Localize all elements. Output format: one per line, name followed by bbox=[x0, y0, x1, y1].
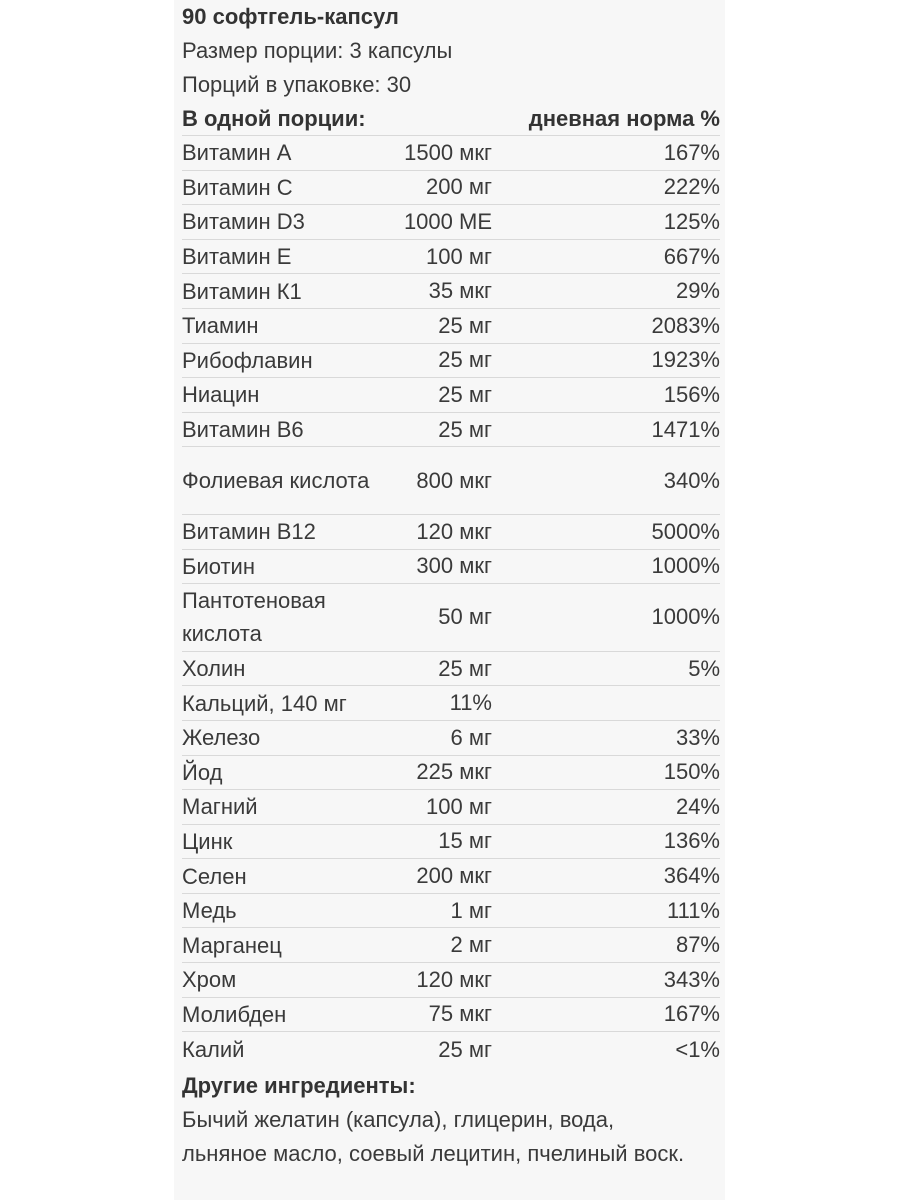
nutrient-amount: 50 мг bbox=[438, 604, 492, 630]
other-ingredients-title: Другие ингредиенты: bbox=[182, 1072, 416, 1098]
nutrient-amount: 100 мг bbox=[426, 793, 492, 819]
nutrient-name: Тиамин bbox=[182, 313, 259, 339]
table-row bbox=[182, 894, 720, 929]
nutrient-name: Ниацин bbox=[182, 382, 260, 408]
table-row bbox=[182, 963, 720, 998]
nutrient-name: Фолиевая кислота bbox=[182, 468, 370, 494]
nutrient-amount: 25 мг bbox=[438, 347, 492, 373]
table-row bbox=[182, 1032, 720, 1067]
table-row bbox=[182, 550, 720, 585]
table-row bbox=[182, 274, 720, 309]
nutrient-name: Хром bbox=[182, 967, 237, 993]
nutrient-daily-value: 136% bbox=[663, 828, 720, 854]
nutrient-name: Витамин А bbox=[182, 140, 292, 166]
nutrient-daily-value: 5% bbox=[688, 655, 720, 681]
table-row bbox=[182, 344, 720, 379]
nutrient-daily-value: 1000% bbox=[651, 604, 720, 630]
nutrient-daily-value: 364% bbox=[663, 863, 720, 889]
nutrient-name: Молибден bbox=[182, 1001, 287, 1027]
nutrient-daily-value: 2083% bbox=[651, 312, 720, 338]
table-row bbox=[182, 721, 720, 756]
nutrient-amount: 25 мг bbox=[438, 416, 492, 442]
nutrient-amount: 120 мкг bbox=[416, 518, 492, 544]
product-title: 90 софтгель-капсул bbox=[182, 4, 399, 29]
table-row bbox=[182, 928, 720, 963]
table-row bbox=[182, 859, 720, 894]
nutrient-daily-value: 667% bbox=[663, 243, 720, 269]
table-row bbox=[182, 378, 720, 413]
table-row bbox=[182, 652, 720, 687]
nutrient-daily-value: 340% bbox=[663, 467, 720, 493]
table-header bbox=[182, 102, 720, 136]
table-row bbox=[182, 171, 720, 206]
nutrient-name: Селен bbox=[182, 863, 247, 889]
table-row bbox=[182, 825, 720, 860]
nutrient-amount: 1500 мкг bbox=[404, 139, 492, 165]
nutrient-amount: 75 мкг bbox=[428, 1001, 492, 1027]
nutrient-amount: 6 мг bbox=[450, 724, 492, 750]
column-header-name: В одной порции: bbox=[182, 106, 366, 131]
nutrient-amount: 2 мг bbox=[450, 932, 492, 958]
nutrient-amount: 25 мг bbox=[438, 312, 492, 338]
table-row bbox=[182, 309, 720, 344]
nutrient-name: Магний bbox=[182, 794, 258, 820]
nutrient-name: Кальций, 140 мг bbox=[182, 690, 347, 716]
nutrient-name: Витамин Е bbox=[182, 244, 292, 270]
nutrient-daily-value: 1471% bbox=[651, 416, 720, 442]
nutrient-amount: 100 мг bbox=[426, 243, 492, 269]
nutrient-amount: 300 мкг bbox=[416, 553, 492, 579]
serving-size: Размер порции: 3 капсулы bbox=[182, 38, 453, 63]
nutrient-amount: 800 мкг bbox=[416, 467, 492, 493]
servings-per-container: Порций в упаковке: 30 bbox=[182, 72, 412, 97]
table-row bbox=[182, 136, 720, 171]
nutrient-name: Пантотеновая кислота bbox=[182, 588, 326, 647]
nutrient-name: Рибофлавин bbox=[182, 347, 313, 373]
nutrient-name: Медь bbox=[182, 898, 237, 924]
nutrient-name: Биотин bbox=[182, 553, 255, 579]
nutrient-name: Йод bbox=[182, 759, 223, 785]
nutrient-name: Витамин С bbox=[182, 174, 293, 200]
table-row bbox=[182, 756, 720, 791]
nutrient-amount: 25 мг bbox=[438, 1036, 492, 1062]
nutrient-daily-value: 1000% bbox=[651, 553, 720, 579]
nutrient-daily-value: <1% bbox=[675, 1036, 720, 1062]
nutrient-daily-value: 5000% bbox=[651, 518, 720, 544]
nutrient-daily-value: 222% bbox=[663, 174, 720, 200]
nutrient-daily-value: 111% bbox=[666, 897, 720, 923]
nutrient-name: Железо bbox=[182, 725, 261, 751]
nutrient-amount: 200 мкг bbox=[416, 863, 492, 889]
nutrient-name: Марганец bbox=[182, 932, 282, 958]
nutrient-daily-value: 29% bbox=[675, 278, 720, 304]
nutrient-daily-value: 125% bbox=[663, 208, 720, 234]
nutrient-amount: 120 мкг bbox=[416, 966, 492, 992]
other-ingredients-text: Бычий желатин (капсула), глицерин, вода, льняное масло, соевый лецитин, пчелиный воск. bbox=[182, 1106, 685, 1166]
nutrient-name: Витамин К1 bbox=[182, 278, 302, 304]
table-row bbox=[182, 998, 720, 1033]
nutrient-daily-value: 343% bbox=[663, 966, 720, 992]
nutrient-amount: 1000 МЕ bbox=[403, 208, 492, 234]
nutrient-name: Калий bbox=[182, 1037, 245, 1063]
nutrient-amount: 11% bbox=[449, 690, 492, 716]
nutrient-name: Холин bbox=[182, 656, 246, 682]
supplement-facts bbox=[182, 0, 720, 1171]
nutrient-daily-value: 1923% bbox=[651, 347, 720, 373]
nutrient-daily-value: 33% bbox=[675, 724, 720, 750]
table-row bbox=[182, 515, 720, 550]
table-row bbox=[182, 240, 720, 275]
table-row bbox=[182, 686, 720, 721]
table-row bbox=[182, 584, 720, 652]
nutrient-daily-value: 87% bbox=[675, 932, 720, 958]
nutrient-name: Витамин В6 bbox=[182, 417, 304, 443]
column-header-daily-value: дневная норма % bbox=[528, 105, 720, 131]
nutrient-amount: 1 мг bbox=[450, 897, 492, 923]
table-row bbox=[182, 790, 720, 825]
nutrient-daily-value: 156% bbox=[663, 381, 720, 407]
nutrient-table-body bbox=[182, 136, 720, 1067]
table-row bbox=[182, 205, 720, 240]
nutrient-name: Витамин D3 bbox=[182, 209, 305, 235]
nutrient-amount: 25 мг bbox=[438, 655, 492, 681]
table-row bbox=[182, 413, 720, 448]
nutrient-amount: 200 мг bbox=[426, 174, 492, 200]
nutrient-daily-value: 167% bbox=[663, 1001, 720, 1027]
nutrient-name: Витамин В12 bbox=[182, 519, 316, 545]
nutrient-daily-value: 167% bbox=[663, 139, 720, 165]
nutrient-amount: 15 мг bbox=[438, 828, 492, 854]
nutrient-daily-value: 24% bbox=[675, 793, 720, 819]
table-row bbox=[182, 447, 720, 515]
nutrient-amount: 25 мг bbox=[438, 381, 492, 407]
nutrient-amount: 35 мкг bbox=[428, 278, 492, 304]
nutrient-amount: 225 мкг bbox=[416, 759, 492, 785]
nutrient-daily-value: 150% bbox=[663, 759, 720, 785]
nutrient-name: Цинк bbox=[182, 828, 233, 854]
